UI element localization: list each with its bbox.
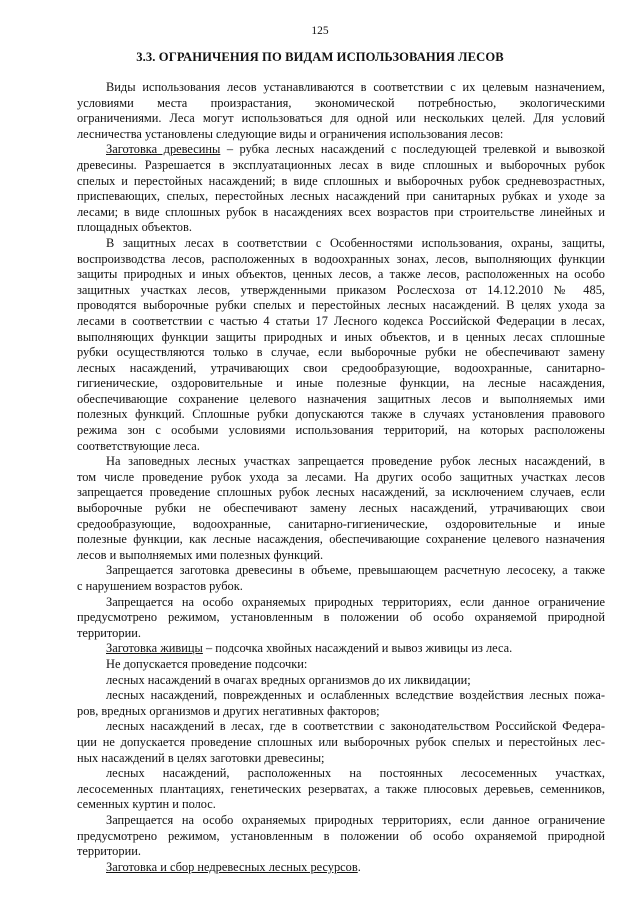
- text-line: [77, 735, 605, 751]
- text-line: [77, 766, 605, 782]
- line-text: режима зон с особыми условиями использования территорий, на которых расположены: [77, 423, 605, 438]
- line-text: выборочные рубки не обеспечивают замену лесных насаждений, утрачивающих свои: [77, 501, 605, 516]
- paragraph: [77, 595, 605, 642]
- line-text: лесных насаждений в очагах вредных организмов до их ликвидации;: [106, 672, 471, 687]
- line-text: .: [357, 859, 361, 874]
- line-text: лесных насаждений, утрачивающих свои средообразующие, водоохранные, санитарно-: [77, 360, 605, 375]
- line-text: с нарушением возрастов рубок.: [77, 579, 243, 593]
- line-text: ции не допускается проведение сплошных или выборочных рубок спелых и перестойных лес-: [77, 734, 605, 749]
- line-text: защитных участках лесов, утвержденными приказом Рослесхоза от 14.12.2010 № 485,: [77, 282, 605, 297]
- line-text: гигиенические, оздоровительные и иные полезные функции, на лесные насаждения,: [77, 376, 605, 391]
- line-text: лесосеменных плантациях, генетических резерватах, а также плюсовых деревьев, семенников,: [77, 781, 605, 796]
- line-text: предусмотрено режимом, установленным в положении об особо охраняемой природной: [77, 610, 605, 625]
- section-title: 3.3. ОГРАНИЧЕНИЯ ПО ВИДАМ ИСПОЛЬЗОВАНИЯ ЛЕСОВ: [136, 50, 504, 64]
- text-line: [77, 532, 605, 548]
- text-line: [77, 314, 605, 330]
- text-line: [77, 236, 605, 252]
- text-line: [77, 205, 605, 221]
- text-line: [77, 142, 605, 158]
- text-line: [77, 751, 605, 767]
- line-text: соответствующие леса.: [77, 438, 200, 453]
- text-line: [77, 688, 605, 704]
- text-line: [77, 111, 605, 127]
- paragraph: [77, 641, 605, 657]
- line-text: – подсочка хвойных насаждений и вывоз живицы из леса.: [202, 641, 513, 656]
- line-text: лесами в соответствии с частью 4 статьи 17 Лесного кодекса Российской Федерации в лесах,: [77, 313, 605, 328]
- paragraph: [77, 657, 605, 673]
- line-text: семенных куртин и полос.: [77, 797, 216, 812]
- text-line: [77, 517, 605, 533]
- text-line: [77, 454, 605, 470]
- line-text: полезные функции, как лесные насаждения, обеспечивающие сохранение целевого назначения: [77, 532, 605, 547]
- text-line: [77, 361, 605, 377]
- paragraph: [77, 236, 605, 454]
- paragraph: [77, 719, 605, 766]
- text-line: [77, 220, 605, 236]
- line-text: древесины. Разрешается в эксплуатационных лесах в виде сплошных и выборочных рубок: [77, 157, 605, 172]
- paragraph: [77, 673, 605, 689]
- text-line: [77, 673, 605, 689]
- text-line: [77, 844, 605, 860]
- line-text: территории.: [77, 625, 141, 640]
- text-line: [77, 860, 605, 876]
- text-line: [77, 252, 605, 268]
- line-text: лесов и выполняемых ими полезных функций.: [77, 547, 324, 562]
- text-line: [77, 96, 605, 112]
- line-text: предусмотрено режимом, установленным в положении об особо охраняемой природной: [77, 828, 605, 843]
- text-line: [77, 174, 605, 190]
- line-text: На заповедных лесных участках запрещается проведение рубок лесных насаждений, в: [106, 454, 605, 469]
- line-text: полезных функций. Сплошные рубки допускаются также в случаях установления правового: [77, 407, 605, 422]
- text-line: [77, 127, 605, 143]
- text-line: [77, 563, 605, 579]
- line-text: Запрещается на особо охраняемых природных территориях, если данное ограничение: [106, 594, 605, 609]
- line-text: защиты природных и иных объектов, ценных лесов, а также лесов, расположенных на особо: [77, 267, 605, 282]
- text-line: [77, 158, 605, 174]
- line-text: лесных насаждений, расположенных на постоянных лесосеменных участках,: [106, 766, 605, 781]
- paragraph: [77, 80, 605, 142]
- text-line: [77, 298, 605, 314]
- text-line: [77, 345, 605, 361]
- document-body: [77, 80, 605, 875]
- text-line: [77, 548, 605, 564]
- text-line: [77, 423, 605, 439]
- line-text: – рубка лесных насаждений с последующей трелевкой и вывозкой: [220, 142, 605, 157]
- line-text: ров, вредных организмов и других негативных факторов;: [77, 703, 380, 718]
- page-number: 125: [311, 25, 329, 37]
- line-text: рубки осуществляются только в случае, если выборочные рубки не обеспечивают замену: [77, 345, 605, 360]
- text-line: [77, 501, 605, 517]
- text-line: [77, 267, 605, 283]
- line-text: Запрещается заготовка древесины в объеме, превышающем расчетную лесосеку, а также: [106, 563, 605, 578]
- text-line: [77, 439, 605, 455]
- line-text: ных насаждений в целях заготовки древесины;: [77, 750, 325, 765]
- text-line: [77, 330, 605, 346]
- text-line: [77, 657, 605, 673]
- text-line: [77, 80, 605, 96]
- line-text: лесных насаждений, поврежденных и ослабленных вследствие воздействия лесных пожа-: [106, 688, 605, 703]
- line-text: условиями места произрастания, экономической потребностью, экологическими: [77, 95, 605, 110]
- text-line: [77, 470, 605, 486]
- line-text: выполняющих функции защиты природных и иных объектов, и в ценных лесах сплошные: [77, 329, 605, 344]
- line-text: лесных насаждений в лесах, где в соответствии с законодательством Российской Федера-: [106, 719, 605, 734]
- text-line: [77, 376, 605, 392]
- line-text: приспевающих, спелых, перестойных лесных насаждений при санитарных рубках и уходе за: [77, 189, 605, 204]
- line-text: том числе проведение рубок ухода за лесами. На других особо защитных участках лесов: [77, 469, 605, 484]
- text-line: [77, 641, 605, 657]
- paragraph: [77, 454, 605, 563]
- line-text: лесничества установлены следующие виды и ограничения использования лесов:: [77, 126, 504, 141]
- text-line: [77, 189, 605, 205]
- paragraph: [77, 860, 605, 876]
- text-line: [77, 626, 605, 642]
- line-text: территории.: [77, 844, 141, 859]
- paragraph: [77, 766, 605, 813]
- subheading: Заготовка живицы: [106, 641, 203, 656]
- line-text: Запрещается на особо охраняемых природных территориях, если данное ограничение: [106, 812, 605, 827]
- text-line: [77, 704, 605, 720]
- text-line: [77, 407, 605, 423]
- line-text: спелых и перестойных насаждений; в виде сплошных и выборочных рубок средневозрастных,: [77, 173, 605, 188]
- subheading: Заготовка древесины: [106, 142, 221, 157]
- line-text: площадных объектов.: [77, 220, 192, 235]
- paragraph: [77, 563, 605, 594]
- text-line: [77, 797, 605, 813]
- text-line: [77, 813, 605, 829]
- text-line: [77, 485, 605, 501]
- line-text: воспроизводства лесов, расположенных в водоохранных зонах, лесов, выполняющих функции: [77, 251, 605, 266]
- line-text: В защитных лесах в соответствии с Особенностями использования, охраны, защиты,: [106, 235, 605, 250]
- text-line: [77, 579, 605, 595]
- text-line: [77, 392, 605, 408]
- line-text: проводятся выборочные рубки спелых и перестойных лесных насаждений. В целях ухода за: [77, 298, 605, 313]
- line-text: средообразующие, водоохранные, санитарно-гигиенические, оздоровительные и иные: [77, 516, 605, 531]
- paragraph: [77, 142, 605, 236]
- line-text: ограничениями. Леса могут использоваться для одной или нескольких целей. Для условий: [77, 111, 605, 126]
- text-line: [77, 829, 605, 845]
- line-text: обеспечивающие сохранение целевого назначения защитных лесов и выполняемых ими: [77, 391, 605, 406]
- text-line: [77, 719, 605, 735]
- paragraph: [77, 813, 605, 860]
- text-line: [77, 595, 605, 611]
- text-line: [77, 283, 605, 299]
- line-text: лесами; в виде сплошных рубок в насаждениях всех возрастов при строительстве линейных и: [77, 204, 605, 219]
- text-line: [77, 782, 605, 798]
- line-text: Не допускается проведение подсочки:: [106, 656, 308, 671]
- paragraph: [77, 688, 605, 719]
- text-line: [77, 610, 605, 626]
- subheading: Заготовка и сбор недревесных лесных ресурсов: [106, 859, 358, 874]
- line-text: запрещается проведение сплошных рубок лесных насаждений, за исключением случаев, если: [77, 485, 605, 500]
- line-text: Виды использования лесов устанавливаются в соответствии с их целевым назначением,: [106, 80, 605, 94]
